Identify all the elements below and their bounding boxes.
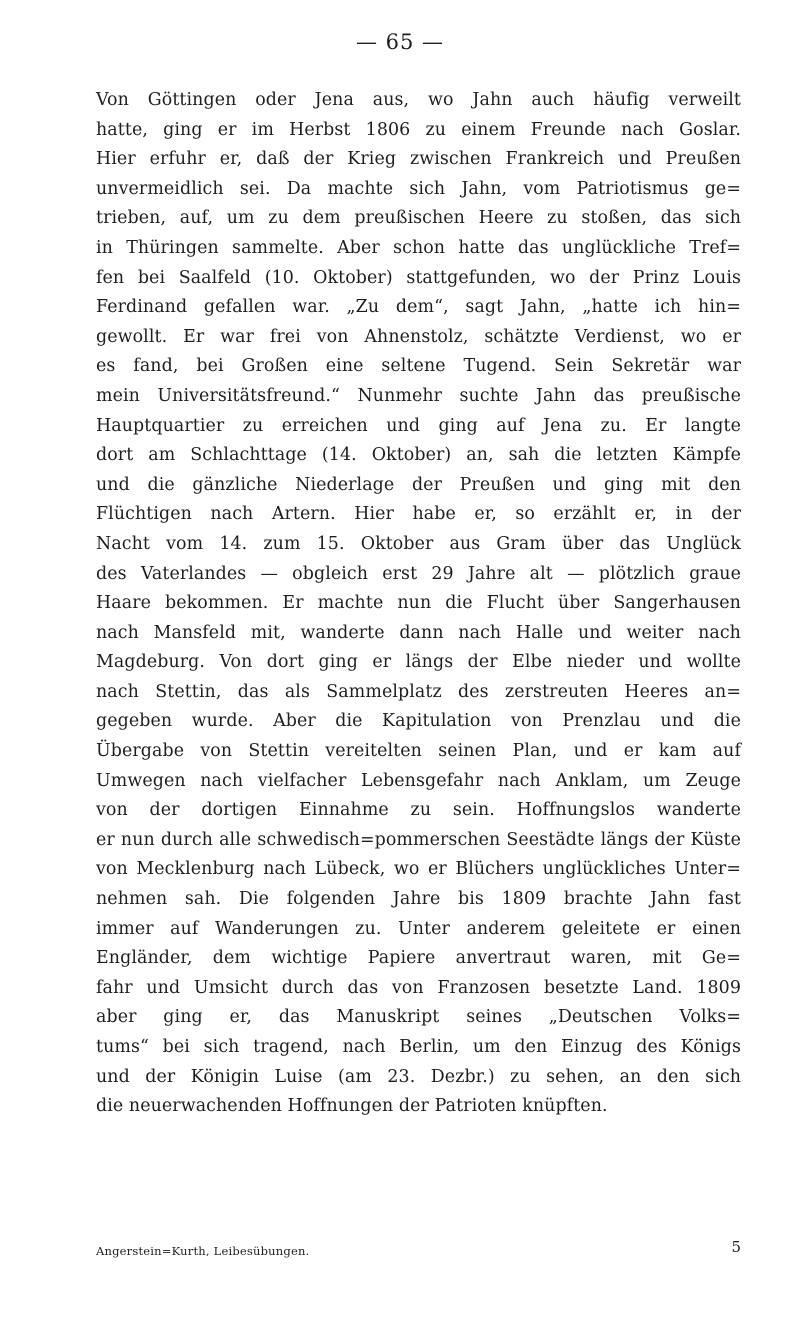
text-line: nehmen sah. Die folgenden Jahre bis 1809 brachte Jahn fast	[96, 889, 741, 910]
text-line: fahr und Umsicht durch das von Franzosen besetzte Land. 1809	[96, 977, 741, 998]
text-line: Hauptquartier zu erreichen und ging auf Jena zu. Er langte	[96, 415, 741, 436]
text-line: mein Universitätsfreund.“ Nunmehr suchte Jahn das preußische	[96, 385, 741, 406]
text-line: nach Mansfeld mit, wanderte dann nach Halle und weiter nach	[96, 622, 741, 643]
text-line: trieben, auf, um zu dem preußischen Heere zu stoßen, das sich	[96, 208, 741, 229]
text-line: tums“ bei sich tragend, nach Berlin, um den Einzug des Königs	[96, 1037, 741, 1057]
text-line: die neuerwachenden Hoffnungen der Patrioten knüpften.	[96, 1096, 608, 1117]
text-line: Magdeburg. Von dort ging er längs der Elbe nieder und wollte	[96, 652, 741, 673]
text-line: in Thüringen sammelte. Aber schon hatte das unglückliche Tref=	[96, 237, 741, 258]
text-line: und die gänzliche Niederlage der Preußen und ging mit den	[96, 474, 741, 495]
text-line: und der Königin Luise (am 23. Dezbr.) zu sehen, an den sich	[96, 1066, 741, 1087]
text-line: unvermeidlich sei. Da machte sich Jahn, vom Patriotismus ge=	[96, 178, 741, 199]
body-text	[96, 86, 741, 1122]
text-line: Engländer, dem wichtige Papiere anvertraut waren, mit Ge=	[96, 948, 741, 969]
text-line: immer auf Wanderungen zu. Unter anderem geleitete er einen	[96, 918, 741, 939]
text-line: gewollt. Er war frei von Ahnenstolz, schätzte Verdienst, wo er	[96, 326, 741, 347]
text-line: dort am Schlachttage (14. Oktober) an, sah die letzten Kämpfe	[96, 445, 741, 466]
text-line: er nun durch alle schwedisch=pommerschen Seestädte längs der Küste	[96, 829, 741, 850]
text-line: es fand, bei Großen eine seltene Tugend. Sein Sekretär war	[96, 356, 741, 377]
text-line: von der dortigen Einnahme zu sein. Hoffnungslos wanderte	[96, 800, 741, 821]
text-line: Hier erfuhr er, daß der Krieg zwischen Frankreich und Preußen	[96, 149, 741, 170]
text-line: Nacht vom 14. zum 15. Oktober aus Gram über das Unglück	[96, 533, 741, 554]
page-number: — 65 —	[355, 30, 445, 54]
text-line: Haare bekommen. Er machte nun die Flucht über Sangerhausen	[96, 593, 741, 614]
text-line: von Mecklenburg nach Lübeck, wo er Blüchers unglückliches Unter=	[96, 859, 741, 880]
sheet-number: 5	[731, 1238, 741, 1256]
page-footer	[96, 1238, 741, 1262]
text-line: nach Stettin, das als Sammelplatz des zerstreuten Heeres an=	[96, 681, 741, 702]
text-line: Flüchtigen nach Artern. Hier habe er, so erzählt er, in der	[96, 504, 741, 525]
printer-signature: Angerstein=Kurth, Leibesübungen.	[96, 1244, 310, 1258]
text-line: fen bei Saalfeld (10. Oktober) stattgefunden, wo der Prinz Louis	[96, 267, 741, 288]
text-line: des Vaterlandes — obgleich erst 29 Jahre alt — plötzlich graue	[96, 563, 741, 584]
text-line: Umwegen nach vielfacher Lebensgefahr nach Anklam, um Zeuge	[96, 770, 741, 791]
text-line: aber ging er, das Manuskript seines „Deutschen Volks=	[96, 1007, 741, 1028]
text-line: gegeben wurde. Aber die Kapitulation von Prenzlau und die	[96, 711, 741, 732]
text-line: Übergabe von Stettin vereitelten seinen Plan, und er kam auf	[96, 741, 741, 762]
text-line: hatte, ging er im Herbst 1806 zu einem Freunde nach Goslar.	[96, 119, 741, 140]
text-line: Von Göttingen oder Jena aus, wo Jahn auch häufig verweilt	[96, 90, 741, 110]
text-line: Ferdinand gefallen war. „Zu dem“, sagt Jahn, „hatte ich hin=	[96, 297, 741, 318]
